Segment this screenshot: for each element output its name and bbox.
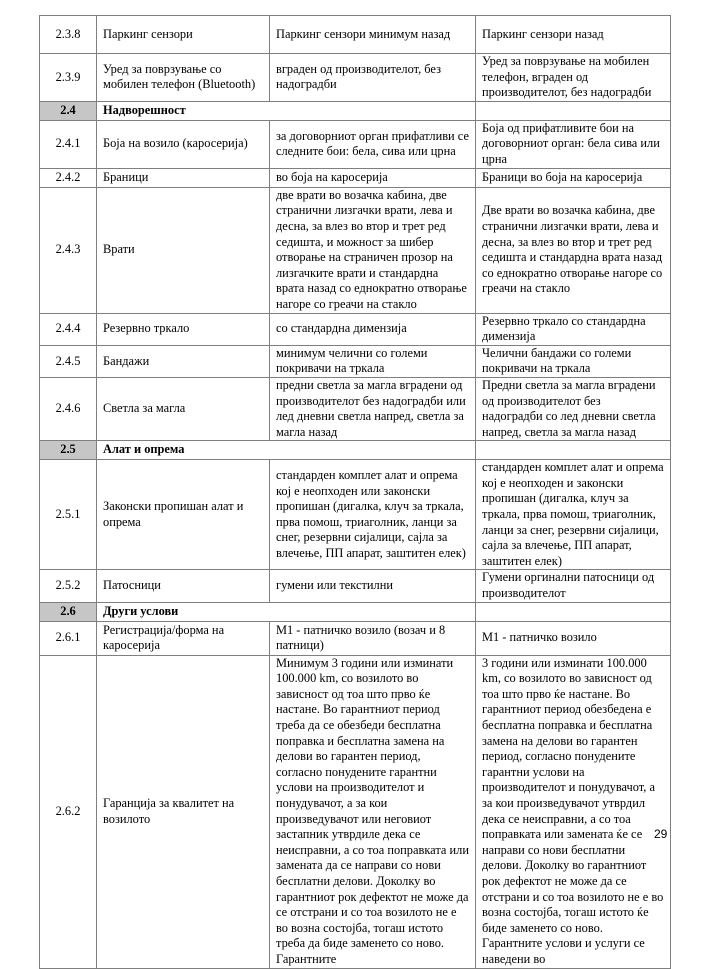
- item-number: 2.6.2: [40, 655, 97, 968]
- section-number: 2.6: [40, 602, 97, 621]
- item-requirement: предни светла за магла вградени од производителот без надоградби или лед дневни светла напред, светла за магла назад: [270, 377, 476, 440]
- table-row: [40, 313, 671, 345]
- table-row: [40, 570, 671, 602]
- item-name: Врати: [97, 187, 270, 313]
- item-requirement: минимум челични со големи покривачи на тркала: [270, 345, 476, 377]
- section-empty-cell: [476, 101, 671, 120]
- item-name: Бандажи: [97, 345, 270, 377]
- section-empty-cell: [476, 602, 671, 621]
- item-offer: Челични бандажи со големи покривачи на тркала: [476, 345, 671, 377]
- section-title: Алат и опрема: [97, 441, 476, 460]
- page-top-edge: [0, 0, 703, 3]
- item-name: Светла за магла: [97, 377, 270, 440]
- item-requirement: Паркинг сензори минимум назад: [270, 16, 476, 54]
- item-offer: Две врати во возачка кабина, две странични лизгачки врати, лева и десна, за влез во втор и трет ред седишта и стандардна врата назад со еднократно отворање нагоре со греачи на стакло: [476, 187, 671, 313]
- item-name: Браници: [97, 168, 270, 187]
- item-requirement: вграден од производителот, без надоградби: [270, 54, 476, 102]
- item-offer: Уред за поврзување на мобилен телефон, вграден од производителот, без надоградби: [476, 54, 671, 102]
- table-row: [40, 54, 671, 102]
- section-empty-cell: [476, 441, 671, 460]
- item-offer: Паркинг сензори назад: [476, 16, 671, 54]
- item-requirement: во боја на каросерија: [270, 168, 476, 187]
- item-number: 2.3.9: [40, 54, 97, 102]
- item-offer: Гумени оргинални патосници од производителот: [476, 570, 671, 602]
- table-row: [40, 377, 671, 440]
- item-number: 2.5.2: [40, 570, 97, 602]
- item-offer: М1 - патничко возило: [476, 621, 671, 655]
- item-name: Регистрација/форма на каросерија: [97, 621, 270, 655]
- section-title: Надворешност: [97, 101, 476, 120]
- item-requirement: Минимум 3 години или изминати 100.000 km, со возилото во зависност од тоа што прво ќе настане. Во гарантниот период треба да се обезбеди бесплатна поправка и бесплатна замена на делови во гарантен период, согласно понудените гарантни услови на производителот и понудувачот, а за кои произведувачот или неговиот застапник утврдиле дека се неисправни, а со тоа поправката или замената да се направи со нови бесплатни делови. Доколку во гарантниот рок дефектот не може да се отстрани и со тоа возилото не е во возна состојба, тогаш истото треба да биде заменето со ново. Гарантните: [270, 655, 476, 968]
- item-name: Патосници: [97, 570, 270, 602]
- item-number: 2.4.3: [40, 187, 97, 313]
- section-row: [40, 441, 671, 460]
- item-requirement: за договорниот орган прифатливи се следните бои: бела, сива или црна: [270, 120, 476, 168]
- item-name: Резервно тркало: [97, 313, 270, 345]
- item-number: 2.4.2: [40, 168, 97, 187]
- item-number: 2.3.8: [40, 16, 97, 54]
- item-offer: 3 години или изминати 100.000 km, со возилото во зависност од тоа што прво ќе настане. Во гарантниот период обезбедена е бесплатна поправка и бесплатна замена на делови во гарантен период, согласно понудените гарантни услови на производителот и понудувачот, а за кои произведувачот утврдил дека се неисправни, а со тоа поправката или замената ќе се направи со нови бесплатни делови. Доколку во гарантниот рок дефектот не може да се отстрани и со тоа возилото не е во возна состојба, тогаш истото ќе биде заменето со ново. Гарантните услови и услуги се наведени во: [476, 655, 671, 968]
- table-row: [40, 168, 671, 187]
- table-row: [40, 120, 671, 168]
- item-number: 2.4.5: [40, 345, 97, 377]
- item-offer: Браници во боја на каросерија: [476, 168, 671, 187]
- item-number: 2.6.1: [40, 621, 97, 655]
- item-offer: Предни светла за магла вградени од производителот без надоградби со лед дневни светла напред, светла за магла назад: [476, 377, 671, 440]
- item-number: 2.4.1: [40, 120, 97, 168]
- specification-table: [39, 15, 671, 969]
- item-name: Уред за поврзување со мобилен телефон (Bluetooth): [97, 54, 270, 102]
- section-number: 2.4: [40, 101, 97, 120]
- table-row: [40, 655, 671, 968]
- item-requirement: М1 - патничко возило (возач и 8 патници): [270, 621, 476, 655]
- section-row: [40, 602, 671, 621]
- page-number: 29: [654, 827, 668, 841]
- item-offer: Боја од прифатливите бои на договорниот орган: бела сива или црна: [476, 120, 671, 168]
- section-number: 2.5: [40, 441, 97, 460]
- item-number: 2.4.6: [40, 377, 97, 440]
- item-name: Паркинг сензори: [97, 16, 270, 54]
- item-requirement: гумени или текстилни: [270, 570, 476, 602]
- item-name: Боја на возило (каросерија): [97, 120, 270, 168]
- item-requirement: стандарден комплет алат и опрема кој е неопходен или законски пропишан (дигалка, клуч за тркала, прва помош, триаголник, ланци за снег, резервни сијалици, сајла за влечење, ПП апарат, заштитен елек): [270, 460, 476, 570]
- item-name: Законски пропишан алат и опрема: [97, 460, 270, 570]
- item-offer: Резервно тркало со стандардна димензија: [476, 313, 671, 345]
- item-offer: стандарден комплет алат и опрема кој е неопходен и законски пропишан (дигалка, клуч за тркала, прва помош, триаголник, ланци за снег, резервни сијалици, сајла за влечење, ПП апарат, заштитен елек): [476, 460, 671, 570]
- table-row: [40, 16, 671, 54]
- item-requirement: со стандардна димензија: [270, 313, 476, 345]
- item-number: 2.4.4: [40, 313, 97, 345]
- table-row: [40, 187, 671, 313]
- item-requirement: две врати во возачка кабина, две странични лизгачки врати, лева и десна, за влез во втор и трет ред седишта, и можност за шибер отворање на страничен прозор на лизгачките врати и стандардна врата назад со еднократно отворање нагоре со греачи на стакло: [270, 187, 476, 313]
- item-name: Гаранција за квалитет на возилото: [97, 655, 270, 968]
- table-row: [40, 621, 671, 655]
- item-number: 2.5.1: [40, 460, 97, 570]
- section-row: [40, 101, 671, 120]
- section-title: Други услови: [97, 602, 476, 621]
- table-row: [40, 345, 671, 377]
- table-row: [40, 460, 671, 570]
